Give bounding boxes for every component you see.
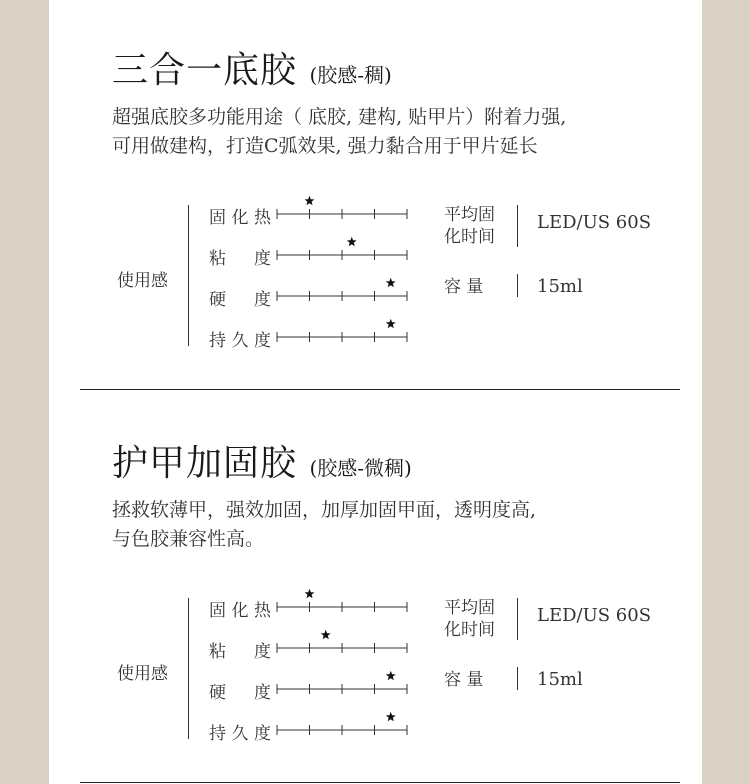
spec-divider — [517, 274, 518, 297]
cure-time-label: 平均固 化时间 — [444, 205, 495, 247]
star-icon — [321, 630, 331, 639]
spec-divider — [517, 667, 518, 690]
section-divider — [80, 782, 680, 783]
rating-scale — [277, 719, 407, 743]
rating-scale-graphic — [277, 596, 409, 620]
product-section-strengthen-gel — [49, 393, 702, 783]
rating-scale-graphic — [277, 285, 409, 309]
rating-scale-graphic — [277, 326, 409, 350]
rating-label: 固化热 — [209, 208, 271, 228]
star-icon — [305, 196, 315, 205]
description-line: 与色胶兼容性高。 — [112, 528, 265, 550]
cure-time-value: LED/US 60S — [537, 212, 652, 233]
product-subtitle: (胶感-微稠) — [309, 456, 412, 480]
capacity-label: 容 量 — [444, 670, 484, 690]
rating-label: 持久度 — [209, 724, 271, 744]
rating-scale — [277, 678, 407, 702]
rating-scale-graphic — [277, 678, 409, 702]
spec-divider — [517, 598, 518, 640]
rating-label: 持久度 — [209, 331, 271, 351]
rating-scale — [277, 596, 407, 620]
rating-scale — [277, 326, 407, 350]
usage-divider — [188, 205, 189, 346]
description-line: 拯救软薄甲，强效加固，加厚加固甲面，透明度高, — [112, 499, 537, 521]
rating-scale — [277, 203, 407, 227]
product-panel — [49, 0, 702, 784]
cure-time-label: 平均固 化时间 — [444, 598, 495, 640]
rating-scale-graphic — [277, 203, 409, 227]
usage-label: 使用感 — [117, 664, 168, 684]
capacity-value: 15ml — [537, 276, 583, 297]
usage-label: 使用感 — [117, 271, 168, 291]
product-section-base-gel — [49, 0, 702, 390]
product-description — [112, 496, 672, 554]
description-line: 超强底胶多功能用途（ 底胶, 建构, 贴甲片）附着力强, — [112, 106, 567, 128]
product-title: 三合一底胶 (胶感-稠) — [112, 50, 392, 91]
star-icon — [347, 237, 357, 246]
rating-label: 硬 度 — [209, 290, 271, 310]
rating-scale — [277, 285, 407, 309]
star-icon — [386, 671, 396, 680]
section-divider — [80, 389, 680, 390]
rating-scale — [277, 637, 407, 661]
rating-label: 硬 度 — [209, 683, 271, 703]
star-icon — [305, 589, 315, 598]
rating-label: 粘 度 — [209, 249, 271, 269]
capacity-label: 容 量 — [444, 277, 484, 297]
product-subtitle: (胶感-稠) — [309, 63, 392, 87]
product-title: 护甲加固胶 (胶感-微稠) — [112, 443, 412, 484]
star-icon — [386, 278, 396, 287]
star-icon — [386, 712, 396, 721]
description-line: 可用做建构，打造C弧效果, 强力黏合用于甲片延长 — [112, 135, 538, 157]
rating-label: 固化热 — [209, 601, 271, 621]
cure-time-value: LED/US 60S — [537, 605, 652, 626]
product-description — [112, 103, 672, 161]
rating-scale-graphic — [277, 244, 409, 268]
rating-label: 粘 度 — [209, 642, 271, 662]
rating-scale-graphic — [277, 719, 409, 743]
usage-divider — [188, 598, 189, 739]
spec-divider — [517, 205, 518, 247]
rating-scale — [277, 244, 407, 268]
rating-scale-graphic — [277, 637, 409, 661]
capacity-value: 15ml — [537, 669, 583, 690]
star-icon — [386, 319, 396, 328]
